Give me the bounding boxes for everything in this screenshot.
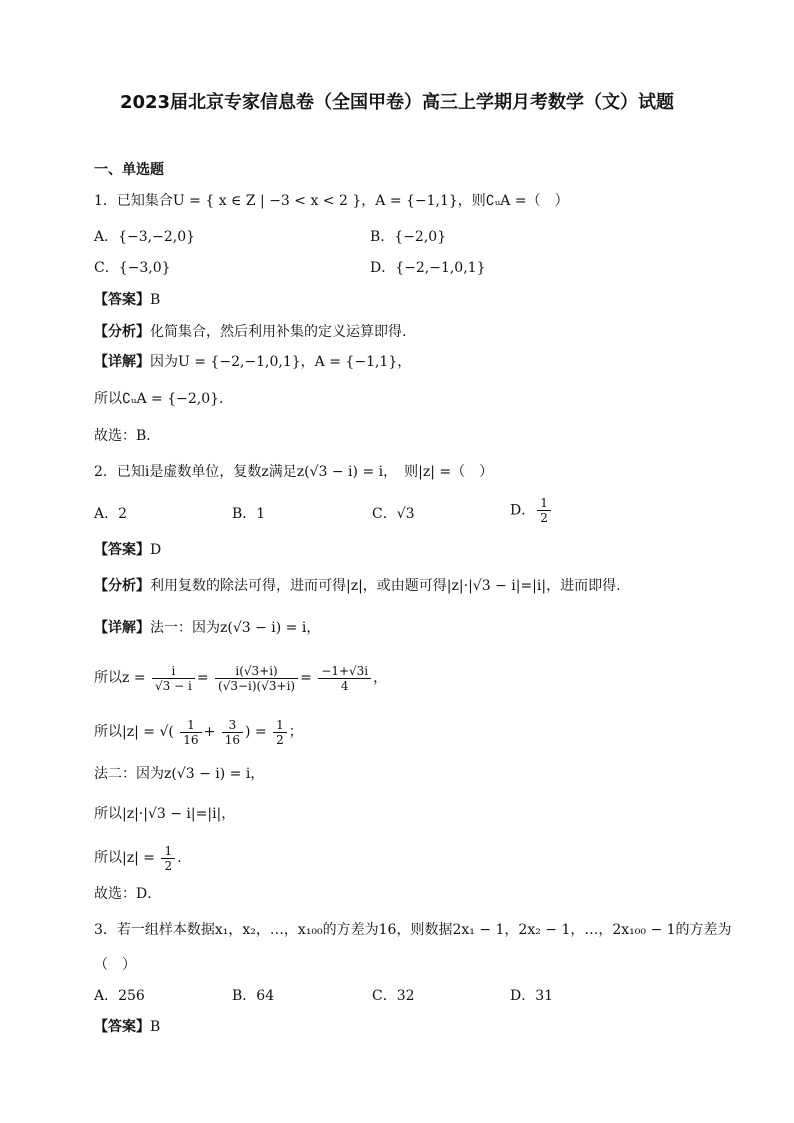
q1-answer: B <box>150 292 161 308</box>
fraction-denominator: 2 <box>164 858 173 873</box>
q1-analysis-line <box>94 322 406 342</box>
q2-option-d <box>510 496 553 525</box>
fraction-numerator: 3 <box>222 718 243 733</box>
q2-step-1-frac-3 <box>318 664 371 693</box>
q1-option-d: D．{−2,−1,0,1} <box>370 260 486 276</box>
q1-option-c: C．{−3,0} <box>94 260 171 276</box>
q2-option-d-label: D． <box>510 502 536 519</box>
answer-tag: 【答案】 <box>94 292 150 308</box>
q2-step-1: 所以z = $\frac{i}{√3 - i}$ = $\frac{i(√3+i)}{(√3-i)(√3+i)}$ = $\frac{-1+√3i}{4}$ ， <box>94 663 388 693</box>
q1-answer-line <box>94 290 160 310</box>
q2-option-c: C．√3 <box>372 506 415 522</box>
fraction-denominator: 16 <box>224 732 241 747</box>
q2-method-2-result: 所以|z| = $\frac{1}{2}$ . <box>94 843 182 873</box>
fraction-numerator: 1 <box>273 718 287 733</box>
q2-option-a: A．2 <box>94 506 128 522</box>
q2-method-2-line: 所以|z|·|√3 − i|=|i|， <box>94 806 236 822</box>
q1-choose: 故选：B． <box>94 428 161 444</box>
q3-option-b: B．64 <box>232 988 275 1004</box>
question-1-stem: 1．已知集合U = { x ∈ Z | −3 < x < 2 }，A = {−1,1}，则∁ᵤA =（ ） <box>94 193 569 209</box>
fraction-denominator: 4 <box>340 678 349 693</box>
question-3-stem-cont: （ ） <box>94 957 136 973</box>
q2-detail: 法一：因为z(√3 − i) = i， <box>150 620 321 636</box>
q1-option-a: A．{−3,−2,0} <box>94 229 196 245</box>
fraction-numerator: −1+√3i <box>318 664 371 679</box>
q2-step-2: 所以|z| = √( $\frac{1}{16}$ + $\frac{3}{16}$ ) = $\frac{1}{2}$ ； <box>94 717 303 747</box>
fraction-numerator: 1 <box>180 718 201 733</box>
q1-option-b: B．{−2,0} <box>370 229 447 245</box>
q2-option-d-fraction <box>537 496 551 525</box>
answer-tag: 【答案】 <box>94 542 150 558</box>
answer-tag: 【答案】 <box>94 1019 150 1035</box>
q2-detail-line <box>94 618 320 638</box>
q2-step-2-frac-3 <box>273 718 287 747</box>
q3-answer-line <box>94 1017 160 1037</box>
fraction-denominator: 16 <box>183 732 199 747</box>
q2-method-2-fraction <box>161 844 175 873</box>
q2-step-1-frac-1 <box>152 664 195 693</box>
q2-step-2-frac-1 <box>180 718 201 747</box>
q2-analysis-line <box>94 576 621 596</box>
analysis-tag: 【分析】 <box>94 578 150 594</box>
q1-analysis: 化简集合，然后利用补集的定义运算即得. <box>150 324 407 340</box>
question-3-stem: 3．若一组样本数据x₁，x₂，…，x₁₀₀的方差为16，则数据2x₁ − 1，2x₂ − 1，…，2x₁₀₀ − 1的方差为 <box>94 922 732 938</box>
q2-step-1-prefix: 所以z = <box>94 670 146 686</box>
fraction-numerator: 1 <box>161 844 175 859</box>
q2-answer-line <box>94 540 161 560</box>
detail-tag: 【详解】 <box>94 354 150 370</box>
q1-detail: 因为U = {−2,−1,0,1}，A = {−1,1}， <box>150 354 412 370</box>
detail-tag: 【详解】 <box>94 620 150 636</box>
fraction-denominator: √3 − i <box>155 678 192 693</box>
q1-solution-line: 所以∁ᵤA = {−2,0}． <box>94 391 234 407</box>
q2-answer: D <box>150 542 162 558</box>
q2-option-b: B．1 <box>232 506 266 522</box>
q3-option-a: A．256 <box>94 988 145 1004</box>
q1-detail-line <box>94 352 411 372</box>
q2-step-2-frac-2 <box>222 718 243 747</box>
q2-choose: 故选：D． <box>94 886 162 902</box>
q2-step-2-prefix: 所以|z| = √( <box>94 724 174 740</box>
q2-method-2: 法二：因为z(√3 − i) = i， <box>94 766 265 782</box>
fraction-denominator: (√3−i)(√3+i) <box>218 678 296 693</box>
q3-option-d: D．31 <box>510 988 554 1004</box>
q2-method-2-prefix: 所以|z| = <box>94 850 155 866</box>
analysis-tag: 【分析】 <box>94 324 150 340</box>
fraction-numerator: i(√3+i) <box>215 664 298 679</box>
fraction-denominator: 2 <box>276 732 284 747</box>
section-heading: 一、单选题 <box>94 162 164 178</box>
fraction-denominator: 2 <box>540 511 548 525</box>
fraction-numerator: i <box>152 664 195 679</box>
page-title: 2023届北京专家信息卷（全国甲卷）高三上学期月考数学（文）试题 <box>119 92 675 113</box>
q3-answer: B <box>150 1019 161 1035</box>
fraction-numerator: 1 <box>537 496 551 511</box>
q2-step-1-frac-2 <box>215 664 298 693</box>
q2-analysis: 利用复数的除法可得，进而可得|z|，或由题可得|z|·|√3 − i|=|i|，进而即得. <box>150 578 621 594</box>
question-2-stem: 2．已知i是虚数单位，复数z满足z(√3 − i) = i， 则|z| =（ ） <box>94 464 494 480</box>
q3-option-c: C．32 <box>372 988 415 1004</box>
